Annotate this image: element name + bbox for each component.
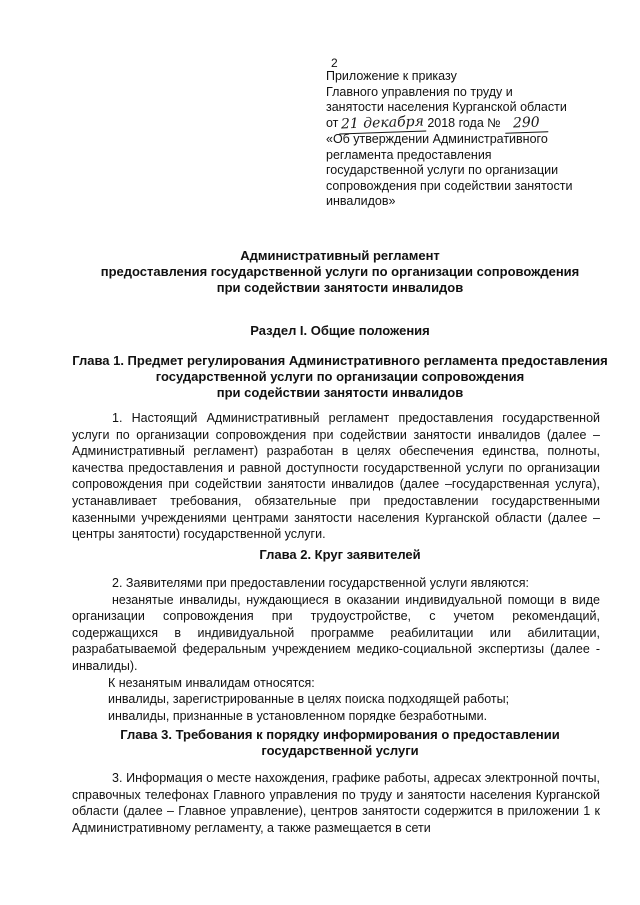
- paragraph-2-body: незанятые инвалиды, нуждающиеся в оказании индивидуальной помощи в виде организации сопровождения при трудоустройстве, с учетом рекомендаций, содержащихся в индивидуальной программе реабилитации или абилитации, разрабатываемой федеральным учреждением медико-социальной экспертизы (далее - инвалиды).: [72, 592, 600, 673]
- chapter-1-heading: [60, 353, 620, 401]
- appendix-line: Приложение к приказу: [326, 69, 457, 83]
- heading-line: государственной услуги: [261, 743, 419, 758]
- heading-line: при содействии занятости инвалидов: [216, 385, 464, 400]
- year-text: 2018 года №: [427, 115, 501, 130]
- list-item: инвалиды, признанные в установленном порядке безработными.: [108, 708, 488, 723]
- chapter-3-heading: [60, 727, 620, 759]
- appendix-line: государственной услуги по организации: [326, 163, 559, 177]
- handwritten-order-number: 290: [504, 115, 547, 133]
- section-heading: Раздел I. Общие положения: [250, 323, 430, 338]
- heading-line: Глава 1. Предмет регулирования Административного регламента предоставления: [72, 353, 608, 368]
- appendix-date-line: [326, 113, 626, 133]
- appendix-line: «Об утверждении Административного: [326, 132, 548, 146]
- appendix-header: [326, 69, 626, 210]
- appendix-line: Главного управления по труду и: [326, 84, 513, 99]
- appendix-line: занятости населения Курганской области: [326, 100, 567, 114]
- heading-line: Глава 3. Требования к порядку информирования о предоставлении: [120, 727, 560, 742]
- heading-line: государственной услуги по организации сопровождения: [155, 369, 525, 384]
- paragraph-3: 3. Информация о месте нахождения, графике работы, адресах электронной почты, справочных телефонах Главного управления по труду и занятости населения Курганской области (далее – Главное управление), центров занятости содержится в приложении 1 к Административному регламенту, а также размещается в сети: [72, 771, 600, 835]
- page-number: 2: [331, 56, 338, 70]
- paragraph-2-intro: 2. Заявителями при предоставлении государственной услуги являются:: [112, 576, 530, 590]
- paragraph-2-sub: К незанятым инвалидам относятся:: [108, 675, 315, 690]
- document-title: [60, 248, 620, 296]
- appendix-line: регламента предоставления: [326, 147, 492, 162]
- paragraph-2: [72, 575, 600, 724]
- date-prefix: от: [326, 115, 339, 130]
- list-item: инвалиды, зарегистрированные в целях поиска подходящей работы;: [108, 692, 510, 707]
- appendix-line: сопровождения при содействии занятости: [326, 178, 573, 193]
- chapter-2-heading: Глава 2. Круг заявителей: [259, 547, 421, 562]
- handwritten-date: 21 декабря: [339, 114, 426, 134]
- title-line: Административный регламент: [240, 248, 440, 263]
- title-line: при содействии занятости инвалидов: [216, 280, 464, 295]
- appendix-line: инвалидов»: [326, 194, 396, 208]
- title-line: предоставления государственной услуги по организации сопровождения: [100, 264, 580, 279]
- paragraph-1: 1. Настоящий Административный регламент предоставления государственной услуги по организации сопровождения при содействии занятости инвалидов (далее – Административный регламент) разработан в целях обеспечения единства, полноты, качества предоставления и равной доступности государственной услуги по организации сопровождения при содействии занятости инвалидов (далее –государственная услуга), устанавливает требования, обязательные при предоставлении государственными казенными учреждениями центрами занятости населения Курганской области (далее – центры занятости) государственной услуги.: [72, 411, 600, 542]
